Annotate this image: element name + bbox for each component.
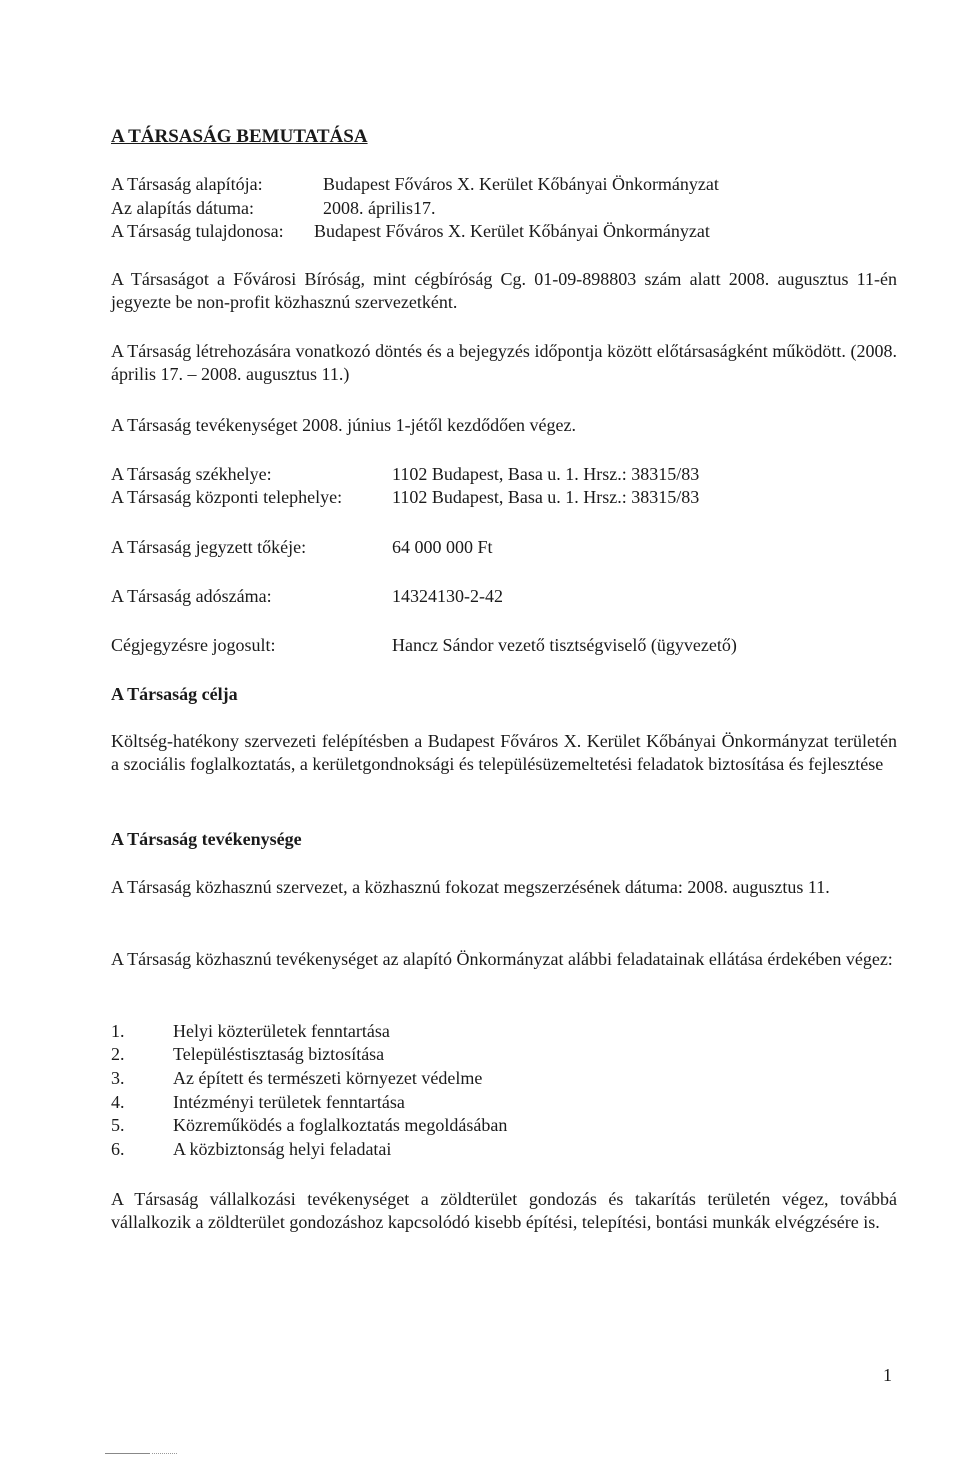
public-benefit-intro-paragraph: A Társaság közhasznú tevékenységet az alapító Önkormányzat alábbi feladatainak ellátása érdekében végez:	[111, 949, 893, 969]
seat-label: A Társaság székhelye:	[111, 464, 272, 484]
business-activity-paragraph: A Társaság vállalkozási tevékenységet a zöldterület gondozás és takarítás területén végez, továbbá vállalkozik a zöldterület gondozáshoz kapcsolódó kisebb építési, telepítési, bontási munkák elvégzésére is.	[111, 1189, 897, 1232]
central-site-label: A Társaság központi telephelye:	[111, 487, 343, 507]
tax-number-label: A Társaság adószáma:	[111, 586, 272, 606]
goal-paragraph: Költség-hatékony szervezeti felépítésben a Budapest Főváros X. Kerület Kőbányai Önkormányzat területén a szociális foglalkoztatás, a kerületgondnoksági és településüzemeltetési feladatok biztosítása és fejlesztése	[111, 731, 897, 774]
central-site-value: 1102 Budapest, Basa u. 1. Hrsz.: 38315/83	[392, 487, 700, 507]
owner-value: Budapest Főváros X. Kerület Kőbányai Önkormányzat	[314, 221, 710, 241]
task-text: Településtisztaság biztosítása	[173, 1044, 385, 1064]
task-number: 5.	[111, 1115, 125, 1135]
signatory-label: Cégjegyzésre jogosult:	[111, 635, 276, 655]
goal-heading: A Társaság célja	[111, 684, 238, 704]
capital-value: 64 000 000 Ft	[392, 537, 493, 557]
task-number: 3.	[111, 1068, 125, 1088]
task-number: 4.	[111, 1092, 125, 1112]
task-text: Helyi közterületek fenntartása	[173, 1021, 390, 1041]
page-title: A TÁRSASÁG BEMUTATÁSA	[111, 126, 368, 147]
task-text: Közreműködés a foglalkoztatás megoldásában	[173, 1115, 508, 1135]
founder-label: A Társaság alapítója:	[111, 174, 263, 194]
footer-dotted-divider	[152, 1453, 177, 1455]
task-number: 1.	[111, 1021, 125, 1041]
founding-date-label: Az alapítás dátuma:	[111, 198, 254, 218]
task-number: 2.	[111, 1044, 125, 1064]
task-text: A közbiztonság helyi feladatai	[173, 1139, 392, 1159]
capital-label: A Társaság jegyzett tőkéje:	[111, 537, 307, 557]
pre-company-paragraph: A Társaság létrehozására vonatkozó döntés és a bejegyzés időpontja között előtársaságként működött. (2008. április 17. – 2008. augusztus 11.)	[111, 341, 897, 384]
founder-value: Budapest Főváros X. Kerület Kőbányai Önkormányzat	[323, 174, 719, 194]
seat-value: 1102 Budapest, Basa u. 1. Hrsz.: 38315/83	[392, 464, 700, 484]
activity-start-paragraph: A Társaság tevékenységet 2008. június 1-jétől kezdődően végez.	[111, 415, 577, 435]
task-number: 6.	[111, 1139, 125, 1159]
task-text: Az épített és természeti környezet védelme	[173, 1068, 483, 1088]
page-number: 1	[883, 1365, 892, 1385]
task-text: Intézményi területek fenntartása	[173, 1092, 405, 1112]
public-benefit-status-paragraph: A Társaság közhasznú szervezet, a közhasznú fokozat megszerzésének dátuma: 2008. augusztus 11.	[111, 877, 830, 897]
owner-label: A Társaság tulajdonosa:	[111, 221, 284, 241]
tax-number-value: 14324130-2-42	[392, 586, 503, 606]
activity-heading: A Társaság tevékenysége	[111, 829, 302, 849]
signatory-value: Hancz Sándor vezető tisztségviselő (ügyvezető)	[392, 635, 737, 655]
footer-divider	[105, 1453, 150, 1454]
registration-paragraph: A Társaságot a Fővárosi Bíróság, mint cégbíróság Cg. 01-09-898803 szám alatt 2008. augusztus 11-én jegyezte be non-profit közhasznú szervezetként.	[111, 269, 897, 312]
founding-date-value: 2008. április17.	[323, 198, 436, 218]
